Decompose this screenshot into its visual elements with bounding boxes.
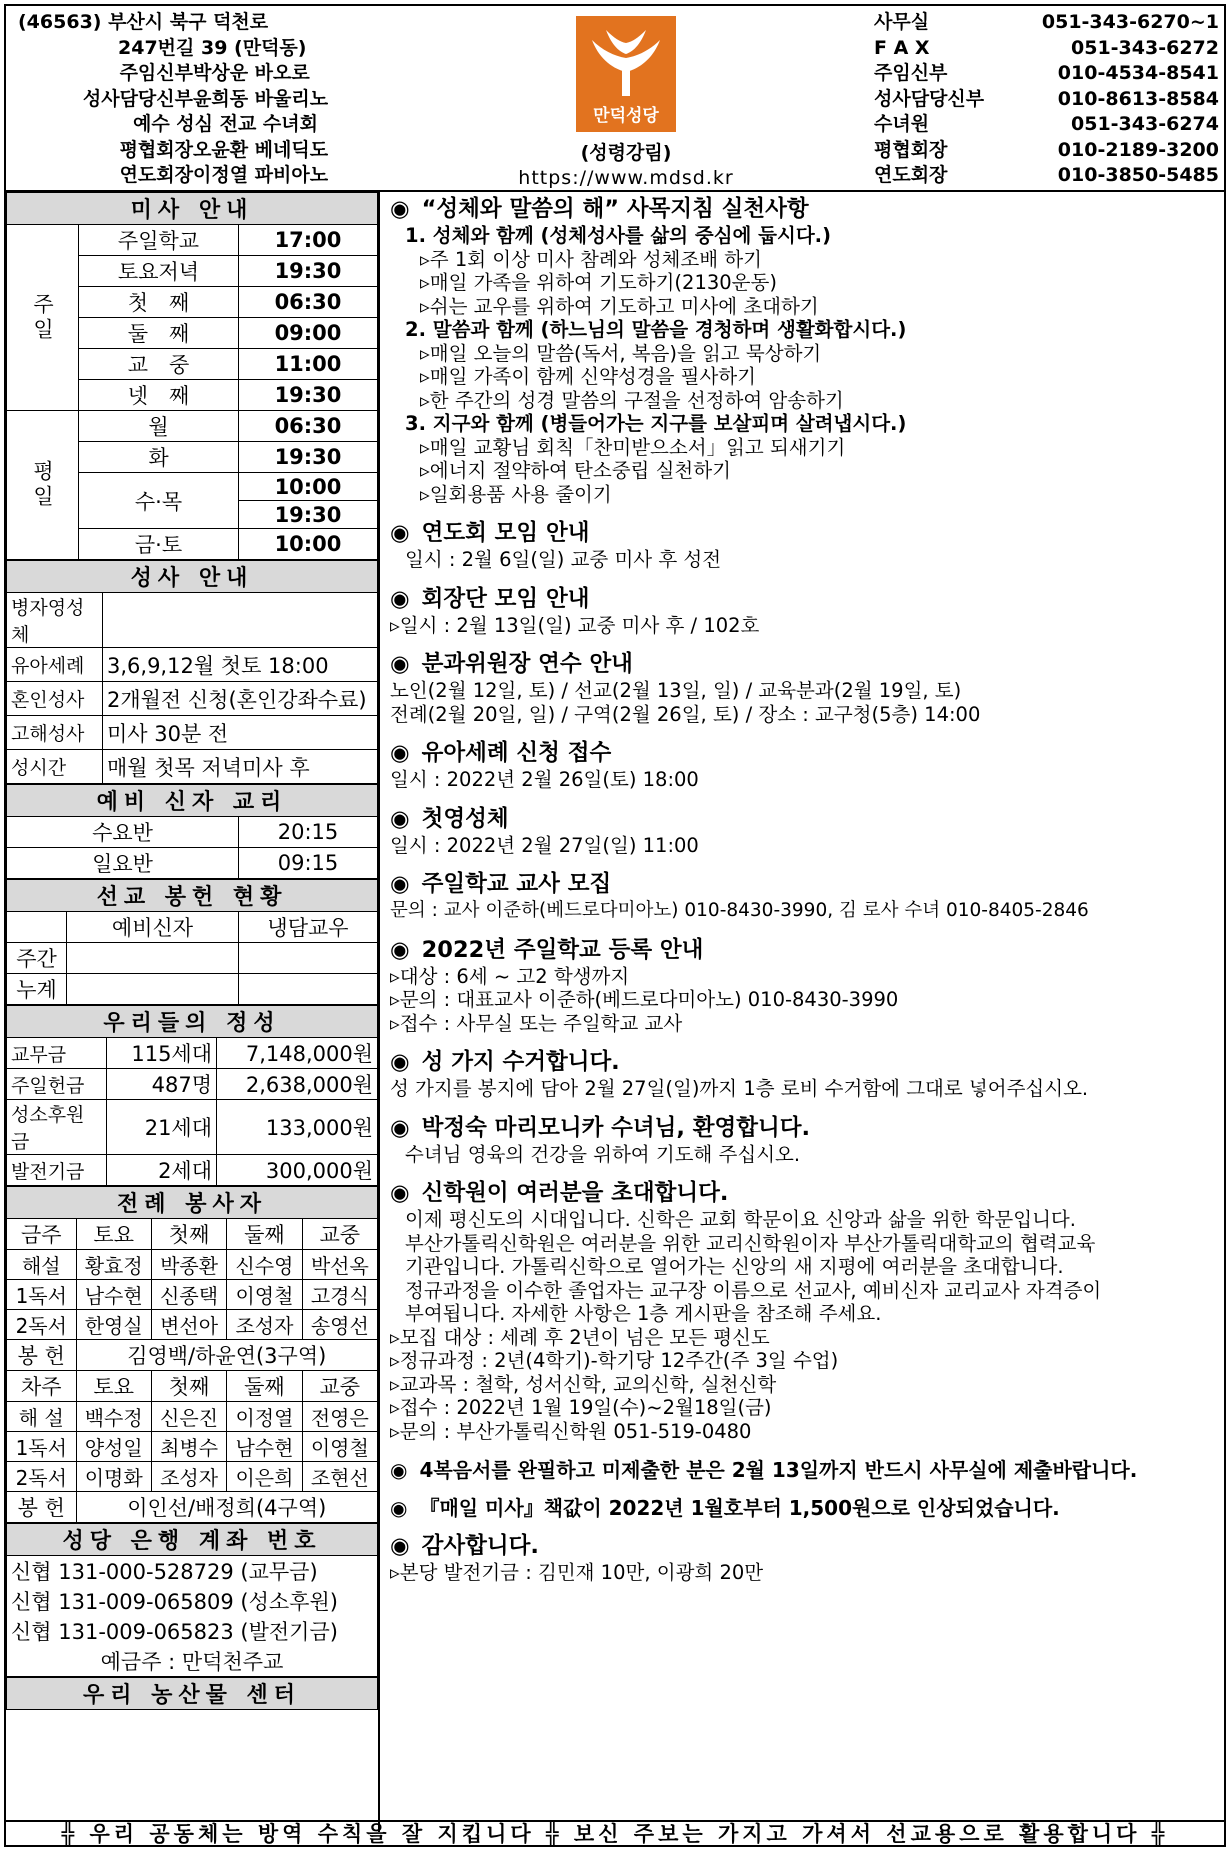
notice-line: ▹정규과정 : 2년(4학기)-학기당 12주간(주 3일 수업) xyxy=(390,1349,839,1372)
mission-header: 냉담교우 xyxy=(239,912,378,943)
liturgy-person: 신종택 xyxy=(151,1280,226,1310)
notice-line: 일시 : 2022년 2월 26일(토) 18:00 xyxy=(390,768,699,791)
mass-time: 19:30 xyxy=(239,501,378,529)
liturgy-offer-label: 봉 헌 xyxy=(7,1340,77,1371)
bulletin-page xyxy=(4,4,1226,1847)
bullet-icon: ◉ xyxy=(390,740,410,766)
sacrament-name: 혼인성사 xyxy=(7,682,103,716)
bank-account: 신협 131-009-065809 (성소후원) xyxy=(7,1586,378,1616)
sacrament-value: 3,6,9,12월 첫토 18:00 xyxy=(103,648,378,682)
parish-logo xyxy=(576,16,676,132)
notice-line: 수녀님 영육의 건강을 위하여 기도해 주십시오. xyxy=(405,1142,801,1166)
notice-subhead: 3. 지구와 함께 (병들어가는 지구를 보살피며 살려냅시다.) xyxy=(405,412,907,435)
header-left-row xyxy=(18,138,538,164)
mass-day: 첫 째 xyxy=(79,287,239,318)
mass-day: 둘 째 xyxy=(79,318,239,349)
mission-row-label: 누계 xyxy=(7,974,67,1005)
notices-column xyxy=(390,194,1224,1597)
bullet-icon: ◉ xyxy=(390,871,410,897)
contact-row xyxy=(874,112,1219,138)
mass-time: 06:30 xyxy=(239,411,378,442)
bullet-icon: ◉ xyxy=(390,1114,410,1141)
notice-block xyxy=(390,1113,1224,1167)
liturgy-person: 신은진 xyxy=(151,1402,226,1432)
notice-subhead: 2. 말씀과 함께 (하느님의 말씀을 경청하며 생활화합시다.) xyxy=(405,318,907,341)
contact-row xyxy=(874,163,1219,189)
liturgy-person: 조성자 xyxy=(151,1462,226,1492)
notice-title-text: 분과위원장 연수 안내 xyxy=(421,651,633,677)
notice-line: 노인(2월 12일, 토) / 선교(2월 13일, 일) / 교육분과(2월 19일, 토) xyxy=(390,679,962,702)
mass-time: 19:30 xyxy=(239,380,378,411)
catechumen-title: 예비 신자 교리 xyxy=(7,785,378,817)
liturgy-person: 변선아 xyxy=(151,1310,226,1340)
class-time: 20:15 xyxy=(239,817,378,848)
offering-title: 우리들의 정성 xyxy=(7,1006,378,1038)
bullet-icon: ◉ xyxy=(390,585,410,612)
class-time: 09:15 xyxy=(239,848,378,879)
bank-account: 신협 131-009-065823 (발전기금) xyxy=(7,1616,378,1646)
liturgy-person: 전영은 xyxy=(302,1402,377,1432)
notice-item: ▹매일 오늘의 말씀(독서, 복음)을 읽고 묵상하기 xyxy=(420,341,822,365)
mission-header xyxy=(7,912,67,943)
website-link[interactable]: https://www.mdsd.kr xyxy=(518,167,734,189)
catechumen-table xyxy=(6,784,378,879)
contact-label: 성사담당신부 xyxy=(874,87,985,110)
mass-time: 11:00 xyxy=(239,349,378,380)
offering-type: 발전기금 xyxy=(7,1155,107,1186)
liturgy-header: 첫째 xyxy=(151,1371,226,1402)
liturgy-person: 신수영 xyxy=(227,1250,302,1280)
liturgy-person: 고경식 xyxy=(302,1280,377,1310)
notice-title xyxy=(390,584,1224,614)
class-name: 수요반 xyxy=(7,817,239,848)
notice-line: ▹접수 : 사무실 또는 주일학교 교사 xyxy=(390,1011,683,1035)
mass-day: 금·토 xyxy=(79,529,239,560)
mass-day: 화 xyxy=(79,442,239,473)
notice-title xyxy=(390,804,1224,834)
notice-title xyxy=(390,935,1224,965)
liturgy-person: 백수정 xyxy=(76,1402,151,1432)
liturgy-title: 전례 봉사자 xyxy=(7,1187,378,1219)
sacrament-table xyxy=(6,560,378,784)
notice-line: ▹본당 발전기금 : 김민재 10만, 이광희 20만 xyxy=(390,1561,764,1584)
role-name: 윤희동 바울리노 xyxy=(193,87,329,110)
liturgy-header: 차주 xyxy=(7,1371,77,1402)
liturgy-person: 조현선 xyxy=(302,1462,377,1492)
mission-title: 선교 봉헌 현황 xyxy=(7,880,378,912)
offering-amount: 2,638,000원 xyxy=(217,1069,378,1100)
notice-title xyxy=(390,649,1224,679)
notice-line: 기관입니다. 가톨릭신학으로 열어가는 신앙의 새 지평에 여러분을 초대합니다. xyxy=(405,1255,1064,1278)
mass-time: 19:30 xyxy=(239,256,378,287)
mass-day: 월 xyxy=(79,411,239,442)
contact-label: 연도회장 xyxy=(874,164,948,186)
notice-line: ▹모집 대상 : 세례 후 2년이 넘은 모든 평신도 xyxy=(390,1325,770,1349)
notice-item: ▹쉬는 교우를 위하여 기도하고 미사에 초대하기 xyxy=(420,294,819,318)
sacrament-name: 유아세례 xyxy=(7,648,103,682)
offering-count: 115세대 xyxy=(107,1038,217,1069)
notice-block xyxy=(390,649,1224,726)
notice-block xyxy=(390,1455,1224,1485)
notice-block xyxy=(390,194,1224,506)
offering-count: 21세대 xyxy=(107,1100,217,1155)
notice-item: ▹매일 교황님 회칙「찬미받으소서」읽고 되새기기 xyxy=(420,435,846,459)
notice-line: ▹문의 : 대표교사 이준하(베드로다미아노) 010-8430-3990 xyxy=(390,988,899,1011)
mission-value-catechumen xyxy=(67,943,239,974)
mass-day: 토요저녁 xyxy=(79,256,239,287)
notice-block xyxy=(390,518,1224,572)
header xyxy=(6,6,1224,192)
bullet-icon: ◉ xyxy=(390,1533,410,1559)
sacrament-title: 성사 안내 xyxy=(7,561,378,593)
bank-holder: 예금주 : 만덕천주교 xyxy=(7,1646,378,1677)
mass-group-label: 평일 xyxy=(7,411,79,560)
notice-title-text: 성 가지 수거합니다. xyxy=(421,1049,620,1075)
mission-table xyxy=(6,879,378,1005)
role-name: 오윤환 베네딕도 xyxy=(193,138,329,161)
address-line-2: 247번길 39 (만덕동) xyxy=(118,36,307,59)
liturgy-person: 이명화 xyxy=(76,1462,151,1492)
contact-phone: 010-4534-8541 xyxy=(1057,62,1219,84)
header-left-row xyxy=(18,112,538,138)
notice-block xyxy=(390,584,1224,638)
notice-block xyxy=(390,1531,1224,1585)
notice-item: ▹매일 가족이 함께 신약성경을 필사하기 xyxy=(420,365,756,388)
mass-table xyxy=(6,192,378,560)
notice-block xyxy=(390,738,1224,792)
offering-amount: 133,000원 xyxy=(217,1100,378,1155)
mass-time: 06:30 xyxy=(239,287,378,318)
liturgy-person: 남수현 xyxy=(227,1432,302,1462)
mass-time: 10:00 xyxy=(239,529,378,560)
notice-title xyxy=(390,518,1224,548)
notice-title xyxy=(390,1455,1224,1485)
notice-title-text: 주일학교 교사 모집 xyxy=(421,871,612,897)
liturgy-person: 박종환 xyxy=(151,1250,226,1280)
bullet-icon: ◉ xyxy=(390,1458,408,1482)
bullet-icon: ◉ xyxy=(390,936,410,963)
mission-header: 예비신자 xyxy=(67,912,239,943)
offering-count: 487명 xyxy=(107,1069,217,1100)
contact-row xyxy=(874,87,1219,113)
notice-line: ▹문의 : 부산가톨릭신학원 051-519-0480 xyxy=(390,1419,752,1443)
liturgy-table xyxy=(6,1186,378,1523)
contact-phone: 010-8613-8584 xyxy=(1057,87,1219,110)
notice-subhead: 1. 성체와 함께 (성체성사를 삶의 중심에 둡시다.) xyxy=(405,224,832,247)
contact-row xyxy=(874,61,1219,87)
sacrament-name: 고해성사 xyxy=(7,716,103,750)
offering-type: 주일헌금 xyxy=(7,1069,107,1100)
contact-label: 사무실 xyxy=(874,11,930,33)
liturgy-role: 1독서 xyxy=(7,1432,77,1462)
notice-line: 성 가지를 봉지에 담아 2월 27일(일)까지 1층 로비 수거함에 그대로 넣어주십시오. xyxy=(390,1077,1089,1100)
notice-item: ▹매일 가족을 위하여 기도하기(2130운동) xyxy=(420,271,777,294)
notice-title xyxy=(390,1178,1224,1208)
notice-line: 일시 : 2022년 2월 27일(일) 11:00 xyxy=(390,833,699,857)
liturgy-role: 해 설 xyxy=(7,1402,77,1432)
mission-value-lapsed xyxy=(239,943,378,974)
offering-table xyxy=(6,1005,378,1186)
sacrament-name: 병자영성체 xyxy=(7,593,103,648)
sacrament-name: 성시간 xyxy=(7,750,103,784)
address-line-1: (46563) 부산시 북구 덕천로 xyxy=(18,11,269,33)
header-left-row xyxy=(18,87,538,113)
mission-row-label: 주간 xyxy=(7,943,67,974)
left-column xyxy=(6,192,380,1832)
header-right xyxy=(874,10,1219,189)
liturgy-person: 남수현 xyxy=(76,1280,151,1310)
liturgy-person: 이영철 xyxy=(302,1432,377,1462)
notice-title-text: 4복음서를 완필하고 미제출한 분은 2월 13일까지 반드시 사무실에 제출바랍니다. xyxy=(419,1458,1138,1482)
logo-text: 만덕성당 xyxy=(593,106,659,126)
liturgy-person: 이영철 xyxy=(227,1280,302,1310)
contact-row xyxy=(874,138,1219,164)
liturgy-role: 2독서 xyxy=(7,1310,77,1340)
liturgy-offer-value: 김영백/하윤연(3구역) xyxy=(76,1340,377,1371)
notice-block xyxy=(390,1493,1224,1523)
contact-label: 주임신부 xyxy=(874,62,948,84)
bank-account: 신협 131-000-528729 (교무금) xyxy=(7,1556,378,1587)
notice-title xyxy=(390,869,1224,899)
farm-table xyxy=(6,1677,378,1710)
liturgy-person: 황효정 xyxy=(76,1250,151,1280)
liturgy-role: 2독서 xyxy=(7,1462,77,1492)
mass-time: 09:00 xyxy=(239,318,378,349)
contact-label: 수녀원 xyxy=(874,113,930,135)
notice-title xyxy=(390,1493,1224,1523)
footer: ╬ 우리 공동체는 방역 수칙을 잘 지킵니다 ╬ 보신 주보는 가지고 가셔서 선교용으로 활용합니다 ╬ xyxy=(6,1820,1224,1845)
bullet-icon: ◉ xyxy=(390,1180,410,1206)
notice-line: ▹교과목 : 철학, 성서신학, 교의신학, 실천신학 xyxy=(390,1372,777,1396)
liturgy-person: 이정열 xyxy=(227,1402,302,1432)
notice-title-text: 『매일 미사』책값이 2022년 1월호부터 1,500원으로 인상되었습니다. xyxy=(419,1496,1060,1520)
bullet-icon: ◉ xyxy=(390,196,410,222)
liturgy-header: 토요 xyxy=(76,1219,151,1250)
notice-block xyxy=(390,935,1224,1036)
liturgy-role: 해설 xyxy=(7,1250,77,1280)
notice-line: 문의 : 교사 이준하(베드로다미아노) 010-8430-3990, 김 로사 수녀 010-8405-2846 xyxy=(390,900,1089,921)
role-name: 이정열 파비아노 xyxy=(193,164,329,186)
notice-line: 이제 평신도의 시대입니다. 신학은 교회 학문이요 신앙과 삶을 위한 학문입니다. xyxy=(405,1208,1076,1231)
notice-line: 정규과정을 이수한 졸업자는 교구장 이름으로 선교사, 예비신자 교리교사 자격증이 xyxy=(405,1278,1102,1302)
notice-title-text: 유아세례 신청 접수 xyxy=(421,740,612,766)
contact-phone: 051-343-6270~1 xyxy=(1041,11,1219,33)
notice-item: ▹주 1회 이상 미사 참례와 성체조배 하기 xyxy=(420,247,762,271)
mass-day: 주일학교 xyxy=(79,225,239,256)
mass-day: 교 중 xyxy=(79,349,239,380)
liturgy-person: 이은희 xyxy=(227,1462,302,1492)
mass-time: 17:00 xyxy=(239,225,378,256)
notice-item: ▹일회용품 사용 줄이기 xyxy=(420,482,612,506)
contact-phone: 051-343-6272 xyxy=(1071,36,1219,59)
offering-amount: 7,148,000원 xyxy=(217,1038,378,1069)
notice-title-text: 2022년 주일학교 등록 안내 xyxy=(421,936,704,963)
sacrament-value: 미사 30분 전 xyxy=(103,716,378,750)
notice-title xyxy=(390,1531,1224,1561)
header-left-row xyxy=(18,61,538,87)
role-label: 연도회장 xyxy=(119,164,193,186)
bullet-icon: ◉ xyxy=(390,1049,410,1075)
liturgy-person: 양성일 xyxy=(76,1432,151,1462)
notice-block xyxy=(390,1178,1224,1443)
mass-title: 미사 안내 xyxy=(7,193,378,225)
offering-amount: 300,000원 xyxy=(217,1155,378,1186)
liturgy-role: 1독서 xyxy=(7,1280,77,1310)
notice-line: 부산가톨릭신학원은 여러분을 위한 교리신학원이자 부산가톨릭대학교의 협력교육 xyxy=(405,1231,1096,1255)
notice-block xyxy=(390,804,1224,858)
notice-title-text: 첫영성체 xyxy=(421,805,509,832)
liturgy-header: 둘째 xyxy=(227,1371,302,1402)
notice-item: ▹한 주간의 성경 말씀의 구절을 선정하여 암송하기 xyxy=(420,388,844,412)
liturgy-person: 박선옥 xyxy=(302,1250,377,1280)
contact-row xyxy=(874,36,1219,62)
header-center xyxy=(486,16,766,189)
dove-icon xyxy=(576,16,676,106)
mass-group-label: 주일 xyxy=(7,225,79,411)
liturgy-person: 조성자 xyxy=(227,1310,302,1340)
contact-phone: 010-3850-5485 xyxy=(1057,164,1219,186)
mass-day: 넷 째 xyxy=(79,380,239,411)
notice-title xyxy=(390,1047,1224,1077)
bank-table xyxy=(6,1523,378,1677)
liturgy-person: 최병수 xyxy=(151,1432,226,1462)
motto: (성령강림) xyxy=(580,142,672,164)
liturgy-person: 송영선 xyxy=(302,1310,377,1340)
liturgy-header: 금주 xyxy=(7,1219,77,1250)
contact-label: 평협회장 xyxy=(874,138,948,161)
notice-title xyxy=(390,738,1224,768)
notice-title-text: 회장단 모임 안내 xyxy=(421,585,590,612)
sacrament-value xyxy=(103,593,378,648)
bullet-icon: ◉ xyxy=(390,805,410,832)
contact-label: F A X xyxy=(874,36,930,59)
notice-line: 부여됩니다. 자세한 사항은 1층 게시판을 참조해 주세요. xyxy=(405,1302,882,1325)
notice-item: ▹에너지 절약하여 탄소중립 실천하기 xyxy=(420,459,731,482)
sacrament-value: 매월 첫목 저녁미사 후 xyxy=(103,750,378,784)
liturgy-header: 둘째 xyxy=(227,1219,302,1250)
notice-line: ▹일시 : 2월 13일(일) 교중 미사 후 / 102호 xyxy=(390,613,760,637)
bullet-icon: ◉ xyxy=(390,651,410,677)
offering-type: 교무금 xyxy=(7,1038,107,1069)
mission-value-lapsed xyxy=(239,974,378,1005)
notice-line: ▹대상 : 6세 ~ 고2 학생까지 xyxy=(390,964,630,988)
liturgy-person: 한영실 xyxy=(76,1310,151,1340)
notice-line: ▹접수 : 2022년 1월 19일(수)~2월18일(금) xyxy=(390,1396,772,1419)
notice-title-text: 신학원이 여러분을 초대합니다. xyxy=(421,1180,729,1206)
contact-row xyxy=(874,10,1219,36)
class-name: 일요반 xyxy=(7,848,239,879)
notice-block xyxy=(390,1047,1224,1101)
role-label: 성사담당신부 xyxy=(82,87,193,110)
notice-line: 전례(2월 20일, 일) / 구역(2월 26일, 토) / 장소 : 교구청(5층) 14:00 xyxy=(390,702,981,726)
header-left-row xyxy=(18,163,538,189)
role-label: 주임신부 xyxy=(119,62,193,84)
offering-count: 2세대 xyxy=(107,1155,217,1186)
liturgy-header: 교중 xyxy=(302,1219,377,1250)
role-label: 예수 성심 전교 수녀회 xyxy=(132,113,318,135)
liturgy-header: 토요 xyxy=(76,1371,151,1402)
offering-type: 성소후원금 xyxy=(7,1100,107,1155)
notice-title-text: 감사합니다. xyxy=(421,1533,539,1559)
mass-time: 19:30 xyxy=(239,442,378,473)
notice-title xyxy=(390,194,1224,224)
notice-line: 일시 : 2월 6일(일) 교중 미사 후 성전 xyxy=(405,548,722,571)
notice-title xyxy=(390,1113,1224,1143)
liturgy-offer-value: 이인선/배정희(4구역) xyxy=(76,1492,377,1523)
role-name: 박상운 바오로 xyxy=(193,62,310,84)
notice-title-text: 연도회 모임 안내 xyxy=(421,520,590,546)
notice-title-text: 박정숙 마리모니카 수녀님, 환영합니다. xyxy=(421,1114,810,1141)
role-label: 평협회장 xyxy=(119,138,193,161)
notice-block xyxy=(390,869,1224,923)
mass-time: 10:00 xyxy=(239,473,378,501)
bullet-icon: ◉ xyxy=(390,1496,408,1520)
contact-phone: 010-2189-3200 xyxy=(1057,138,1219,161)
header-left xyxy=(18,10,538,189)
notice-title-text: “성체와 말씀의 해” 사목지침 실천사항 xyxy=(421,196,809,222)
mass-day: 수·목 xyxy=(79,473,239,529)
sacrament-value: 2개월전 신청(혼인강좌수료) xyxy=(103,682,378,716)
liturgy-header: 교중 xyxy=(302,1371,377,1402)
mission-value-catechumen xyxy=(67,974,239,1005)
bullet-icon: ◉ xyxy=(390,520,410,546)
farm-title: 우리 농산물 센터 xyxy=(7,1678,378,1710)
bank-title: 성당 은행 계좌 번호 xyxy=(7,1524,378,1556)
liturgy-offer-label: 봉 헌 xyxy=(7,1492,77,1523)
contact-phone: 051-343-6274 xyxy=(1071,113,1219,135)
liturgy-header: 첫째 xyxy=(151,1219,226,1250)
